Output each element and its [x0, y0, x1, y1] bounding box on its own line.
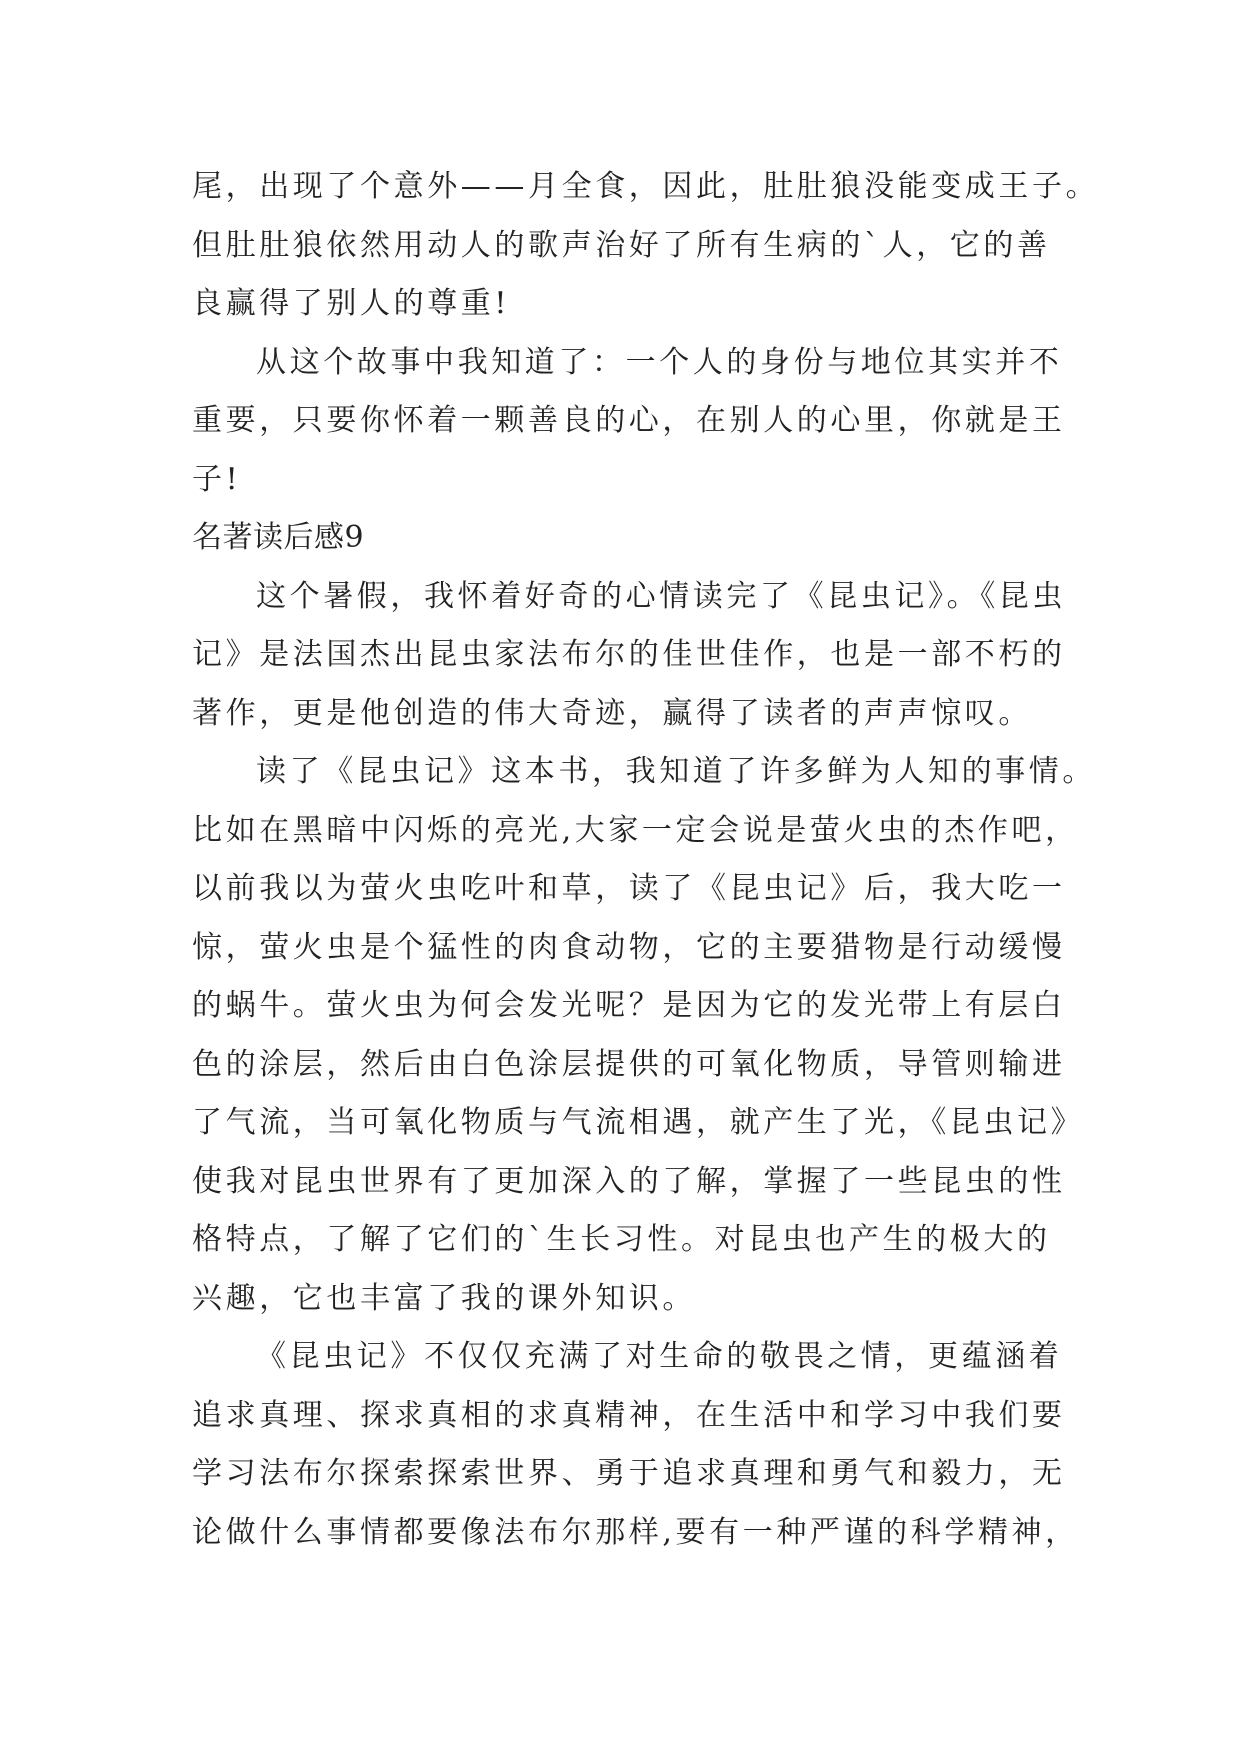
- text-line: 良赢得了别人的尊重!: [192, 286, 511, 321]
- text-line: 比如在黑暗中闪烁的亮光,大家一定会说是萤火虫的杰作吧，: [192, 812, 1079, 848]
- text-line: 的蜗牛。萤火虫为何会发光呢？是因为它的发光带上有层白: [192, 988, 1066, 1023]
- text-block-after-heading: [192, 568, 1096, 1563]
- text-line: 《昆虫记》不仅仅充满了对生命的敬畏之情，更蕴涵着: [256, 1339, 1063, 1374]
- text-line: 使我对昆虫世界有了更加深入的了解，掌握了一些昆虫的性: [192, 1163, 1066, 1199]
- text-line: 尾，出现了个意外——月全食，因此，肚肚狼没能变成王子。: [192, 169, 1100, 204]
- text-line: 著作，更是他创造的伟大奇迹，赢得了读者的声声惊叹。: [192, 695, 1032, 731]
- text-line: 这个暑假，我怀着好奇的心情读完了《昆虫记》。《昆虫: [256, 578, 1066, 614]
- text-line: 从这个故事中我知道了：一个人的身份与地位其实并不: [256, 344, 1063, 380]
- text-line: 但肚肚狼依然用动人的歌声治好了所有生病的`人，它的善: [192, 227, 1051, 263]
- text-line: 兴趣，它也丰富了我的课外知识。: [192, 1280, 696, 1316]
- section-heading: 名著读后感9: [192, 520, 365, 555]
- text-line: 重要，只要你怀着一颗善良的心，在别人的心里，你就是王: [192, 403, 1066, 438]
- text-line: 以前我以为萤火虫吃叶和草，读了《昆虫记》后，我大吃一: [192, 871, 1066, 906]
- text-line: 追求真理、探求真相的求真精神，在生活中和学习中我们要: [192, 1397, 1066, 1433]
- text-line: 子!: [192, 461, 242, 497]
- text-block-before-heading: [192, 158, 1100, 509]
- text-line: 读了《昆虫记》这本书，我知道了许多鲜为人知的事情。: [256, 754, 1096, 789]
- document-body: [192, 158, 1100, 1562]
- text-line: 论做什么事情都要像法布尔那样,要有一种严谨的科学精神，: [192, 1514, 1079, 1550]
- text-line: 了气流，当可氧化物质与气流相遇，就产生了光，《昆虫记》: [192, 1105, 1085, 1140]
- text-line: 惊，萤火虫是个猛性的肉食动物，它的主要猎物是行动缓慢: [192, 929, 1066, 965]
- text-line: 学习法布尔探索探索世界、勇于追求真理和勇气和毅力，无: [192, 1456, 1066, 1491]
- text-line: 格特点，了解了它们的`生长习性。对昆虫也产生的极大的: [192, 1222, 1051, 1257]
- text-line: 色的涂层，然后由白色涂层提供的可氧化物质，导管则输进: [192, 1046, 1066, 1082]
- text-line: 记》是法国杰出昆虫家法布尔的佳世佳作，也是一部不朽的: [192, 637, 1066, 672]
